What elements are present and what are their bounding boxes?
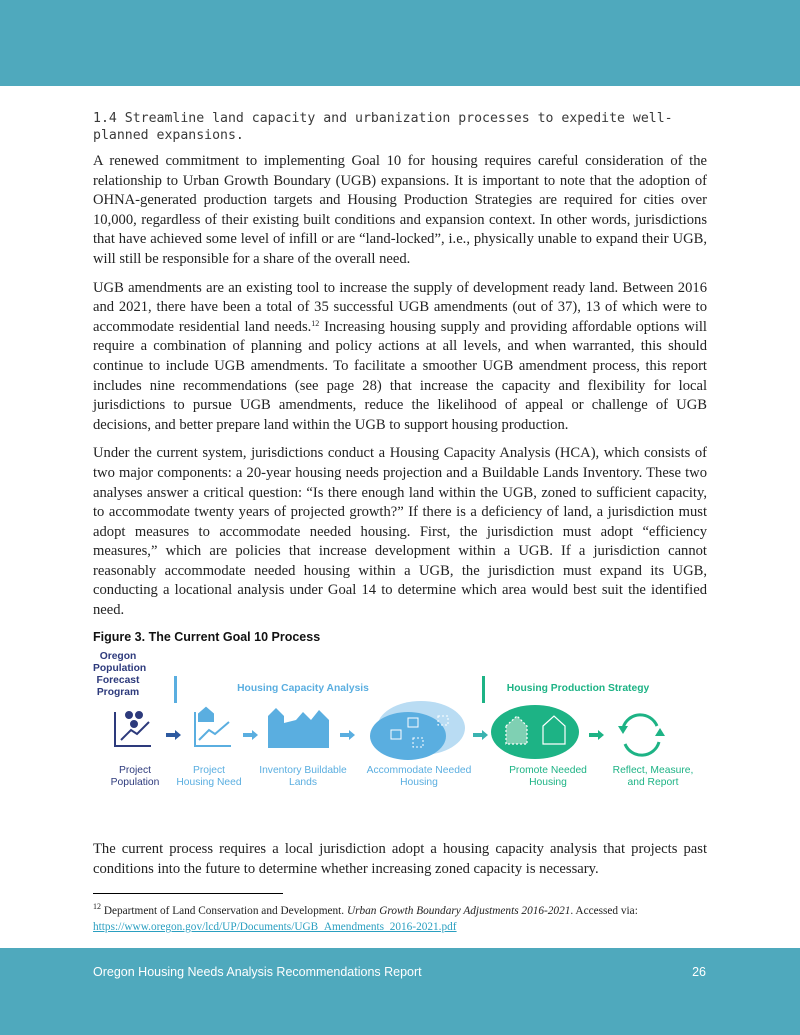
arrow-icon	[473, 730, 488, 740]
paragraph-2-text-a: UGB amendments are an existing tool to increase the supply of development ready land. Between 2016 and 2021, there have been a total of 35 successful UGB amendments (out of 37), 13 of which were to accommodate residential land needs.	[93, 279, 707, 335]
paragraph-3: Under the current system, jurisdictions conduct a Housing Capacity Analysis (HCA), which consists of two major components: a 20-year housing needs projection and a Buildable Lands Inventory. These two analyses answer a critical question: “Is there enough land within the UGB, zoned to sufficient capacity, to accommodate twenty years of projected growth?” If there is a deficiency of land, a jurisdiction must adopt measures to accommodate needed housing. First, the jurisdiction must adopt “efficiency measures,” which are policies that increase development within a UGB. If a jurisdiction cannot reasonably accommodate needed housing within a UGB, the jurisdiction must expand its UGB, conducting a locational analysis under Goal 14 to determine which area would best suit the identified need.	[93, 445, 707, 619]
promote-ellipse	[491, 705, 579, 759]
goal-10-process-figure	[93, 648, 707, 796]
paragraph-4: The current process requires a local jurisdiction adopt a housing capacity analysis that projects past conditions into the future to determine whether increasing zoned capacity is necessary.	[93, 841, 707, 877]
footnote-divider	[93, 893, 283, 894]
population-chart-icon	[115, 712, 151, 746]
cycle-icon	[623, 714, 659, 754]
step-accommodate-needed-housing: Accommodate Needed Housing	[366, 764, 472, 788]
arrow-icon	[166, 730, 181, 740]
buildable-lands-icon	[268, 708, 329, 748]
arrow-icon	[340, 730, 355, 740]
section-heading: 1.4 Streamline land capacity and urbanization processes to expedite well-planned expansions.	[93, 111, 673, 143]
cycle-arrow-icon	[655, 728, 665, 736]
paragraph-1: A renewed commitment to implementing Goal 10 for housing requires careful consideration of the relationship to Urban Growth Boundary (UGB) expansions. It is important to note that the adoption of OHNA-generated production targets and Housing Production Strategies are required for cities over 10,000, regardless of their existing built conditions and expansion context. In other words, jurisdictions that have achieved some level of infill or are “land-locked”, i.e., physically unable to expand their UGB, will still be responsible for a share of the overall need.	[93, 153, 707, 267]
hca-divider	[174, 676, 177, 703]
step-reflect-measure-report: Reflect, Measure, and Report	[612, 764, 694, 788]
housing-need-chart-icon	[195, 708, 231, 746]
step-inventory-buildable-lands: Inventory Buildable Lands	[259, 764, 347, 788]
arrow-icon	[243, 730, 258, 740]
step-project-housing-need: Project Housing Need	[176, 764, 242, 788]
footnote-number: 12	[93, 902, 101, 911]
main-content	[93, 110, 707, 796]
footnote-text: Department of Land Conservation and Development.	[101, 905, 347, 917]
paragraph-2	[93, 279, 707, 436]
footnote-link[interactable]: https://www.oregon.gov/lcd/UP/Documents/UGB_Amendments_2016-2021.pdf	[93, 921, 457, 933]
cycle-arrow-icon	[618, 726, 628, 734]
arrow-icon	[589, 730, 604, 740]
figure-title: Figure 3. The Current Goal 10 Process	[93, 629, 321, 644]
program-label: Oregon Population Forecast Program	[93, 650, 147, 698]
paragraph-2-text-b: Increasing housing supply and providing affordable options will require a combination of planning and policy actions at all levels, and when warranted, this should continue to include UGB amendments. To facilitate a smoother UGB amendment process, this report includes nine recommendations (see page 28) that increase the capacity and flexibility for local jurisdictions to pursue UGB amendments, reduce the likelihood of appeal or challenge of UGB decisions, and better prepare land within the UGB to support housing production.	[93, 318, 707, 433]
hps-label: Housing Production Strategy	[506, 682, 650, 694]
page-number: 26	[692, 965, 706, 979]
footnote	[93, 903, 707, 935]
step-project-population: Project Population	[110, 764, 160, 788]
footer-bar	[0, 948, 800, 1035]
hps-divider	[482, 676, 485, 703]
footnote-italic-title: Urban Growth Boundary Adjustments 2016-2021	[346, 905, 571, 917]
hca-label: Housing Capacity Analysis	[237, 682, 369, 694]
footer-title: Oregon Housing Needs Analysis Recommendations Report	[93, 965, 422, 979]
header-bar	[0, 0, 800, 86]
footnote-reference[interactable]: 12	[311, 318, 320, 328]
step-promote-needed-housing: Promote Needed Housing	[509, 764, 587, 788]
footnote-after: . Accessed via:	[570, 905, 638, 917]
continued-text	[93, 840, 707, 888]
